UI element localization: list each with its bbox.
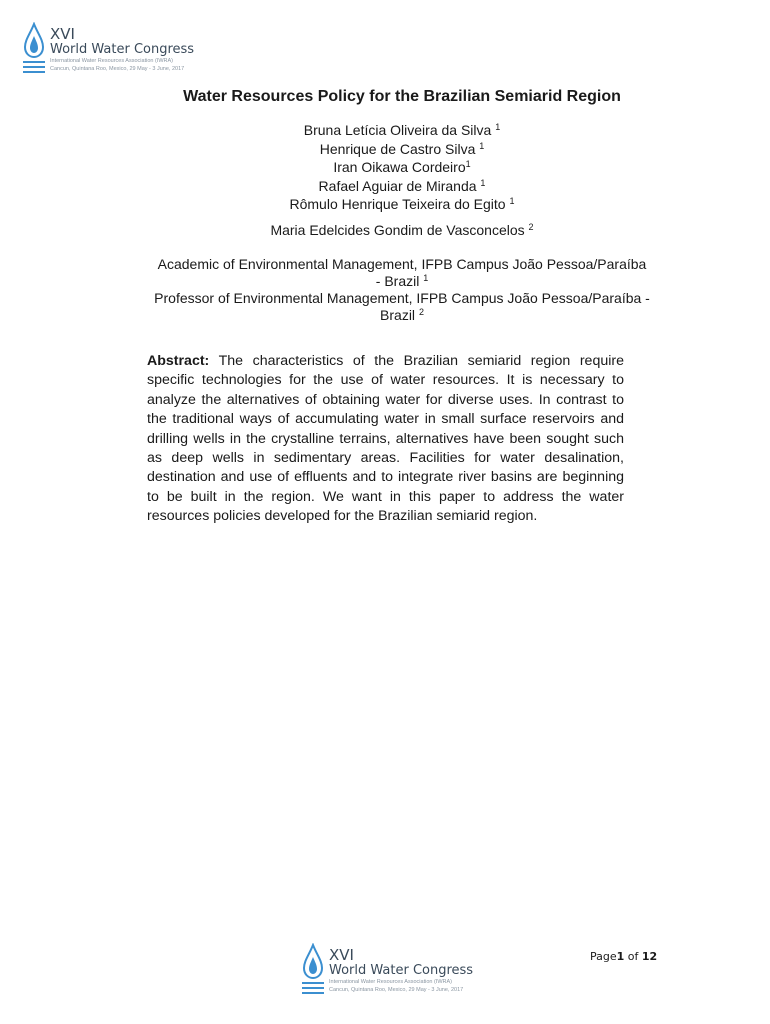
congress-logo-header (22, 22, 194, 76)
author-line (0, 158, 770, 177)
logo-name: World Water Congress (50, 42, 195, 57)
author-name: Iran Oikawa Cordeiro (333, 159, 466, 175)
author-affiliation-marker: 1 (479, 140, 485, 151)
logo-subline-2: Cancun, Quintana Roo, Mexico, 29 May - 3 June, 2017 (50, 65, 185, 72)
author-line (0, 195, 770, 214)
affiliation-line: Academic of Environmental Management, IFPB Campus João Pessoa/Paraíba (157, 256, 647, 272)
author-line (0, 177, 770, 196)
abstract-label: Abstract: (147, 353, 210, 369)
logo-edition: XVI (50, 25, 75, 43)
author-name: Rafael Aguiar de Miranda (318, 177, 481, 194)
author-affiliation-marker: 2 (528, 222, 534, 232)
second-author-line (0, 221, 770, 240)
affiliation-2 (0, 290, 770, 324)
page-number: Page1 of 12 (590, 950, 658, 963)
author-name: Maria Edelcides Gondim de Vasconcelos (270, 222, 529, 238)
affiliation-line: - Brazil $^1$ (375, 273, 429, 289)
author-affiliation-marker: 1 (465, 159, 471, 169)
affiliation-marker: 2 (418, 307, 424, 317)
affiliation-line: Brazil $^2$ (380, 307, 424, 323)
author-affiliation-marker: 1 (509, 196, 515, 206)
affiliation-marker: 1 (423, 273, 429, 283)
affiliation-list (0, 256, 770, 324)
affiliation-line: Professor of Environmental Management, IFPB Campus João Pessoa/Paraíba - (154, 290, 650, 306)
logo-subline-1: International Water Resources Association (IWRA) (50, 58, 173, 64)
page-current: 1 (616, 950, 625, 963)
logo-subline-1: International Water Resources Association (IWRA) (329, 979, 452, 985)
water-drop-icon (22, 22, 46, 76)
congress-logo-footer (301, 943, 473, 997)
page-total: 12 (641, 950, 658, 963)
logo-edition: XVI (329, 946, 354, 964)
author-name: Henrique de Castro Silva (319, 140, 480, 157)
abstract-text: The characteristics of the Brazilian semiarid region require specific technologies for the use of water resources. It is necessary to analyze the alternatives of obtaining water for diverse uses. In contrast to the traditional ways of accumulating water in small surface reservoirs and drilling wells in the crystalline terrains, alternatives have been sought such as deep wells in sedimentary areas. Facilities for water desalination, destination and use of effluents and to integrate river basins are beginning to be built in the region. We want in this paper to address the water resources policies developed for the Brazilian semiarid region. (147, 353, 624, 525)
author-name: Rômulo Henrique Teixeira do Egito (289, 196, 510, 212)
logo-subline-2: Cancun, Quintana Roo, Mexico, 29 May - 3 June, 2017 (329, 986, 464, 993)
affiliation-1 (0, 256, 770, 290)
author-list (0, 121, 770, 214)
water-drop-icon (301, 943, 325, 997)
author-affiliation-marker: 1 (480, 177, 486, 188)
abstract (147, 352, 624, 527)
paper-title: Water Resources Policy for the Brazilian Semiarid Region (183, 88, 621, 105)
author-name: Bruna Letícia Oliveira da Silva (303, 122, 496, 138)
author-line (0, 121, 770, 140)
author-line (0, 140, 770, 159)
author-affiliation-marker: 1 (495, 122, 501, 132)
logo-name: World Water Congress (329, 963, 474, 978)
